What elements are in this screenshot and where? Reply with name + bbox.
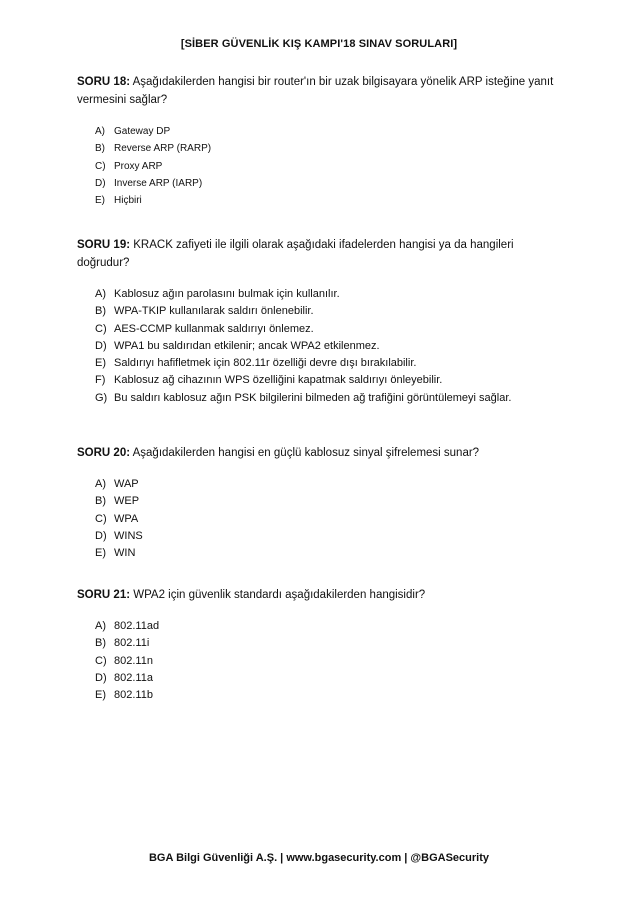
option-item	[77, 476, 567, 493]
question-label: SORU 21:	[77, 589, 131, 601]
option-item	[77, 670, 567, 687]
question-label: SORU 18:	[77, 76, 131, 88]
option-list	[77, 618, 567, 704]
option-letter: B)	[95, 305, 106, 318]
option-list	[77, 476, 567, 562]
question-text	[77, 444, 567, 462]
option-letter: D)	[95, 339, 107, 352]
option-letter: C)	[95, 322, 107, 335]
option-item	[77, 653, 567, 670]
option-letter: E)	[95, 689, 106, 702]
option-letter: C)	[95, 654, 107, 667]
option-item	[77, 192, 567, 209]
question-18	[77, 73, 567, 209]
option-letter: F)	[95, 374, 106, 387]
option-text: WEP	[114, 495, 140, 508]
option-letter: D)	[95, 671, 107, 684]
question-21	[77, 586, 567, 704]
option-letter: D)	[95, 177, 106, 189]
option-item	[77, 355, 567, 372]
option-letter: C)	[95, 160, 106, 172]
option-text: 802.11n	[114, 654, 153, 667]
question-20	[77, 444, 567, 562]
option-text: Hiçbiri	[114, 195, 142, 207]
option-letter: D)	[95, 529, 107, 542]
option-letter: A)	[95, 288, 106, 300]
option-item	[77, 635, 567, 652]
option-text: 802.11i	[114, 637, 150, 650]
option-text: Proxy ARP	[114, 160, 163, 172]
option-letter: A)	[95, 620, 106, 632]
option-text: Kablosuz ağın parolasını bulmak için kullanılır.	[114, 288, 340, 300]
option-text: Saldırıyı hafifletmek için 802.11r özelliği devre dışı bırakılabilir.	[114, 357, 417, 370]
option-text: Kablosuz ağ cihazının WPS özelliğini kapatmak saldırıyı önleyebilir.	[114, 374, 443, 387]
option-item	[77, 493, 567, 510]
question-label: SORU 19:	[77, 239, 131, 251]
question-text	[77, 586, 567, 604]
option-item	[77, 140, 567, 157]
question-label: SORU 20:	[77, 447, 131, 459]
option-letter: E)	[95, 357, 106, 370]
option-letter: G)	[95, 391, 108, 404]
option-text: WAP	[114, 478, 139, 490]
page-footer: BGA Bilgi Güvenliği A.Ş. | www.bgasecurity.com | @BGASecurity	[148, 852, 490, 864]
option-list	[77, 286, 567, 407]
question-body: KRACK zafiyeti ile ilgili olarak aşağıdaki ifadelerden hangisi ya da hangileri doğrudur?	[77, 239, 514, 269]
option-text: 802.11a	[114, 671, 153, 684]
option-item	[77, 303, 567, 320]
question-body: Aşağıdakilerden hangisi bir router'ın bir uzak bilgisayara yönelik ARP isteğine yanıt vermesini sağlar?	[77, 76, 554, 106]
option-letter: A)	[95, 478, 106, 490]
option-item	[77, 545, 567, 562]
option-letter: E)	[95, 547, 106, 560]
question-text	[77, 236, 567, 272]
option-letter: E)	[95, 195, 105, 207]
option-item	[77, 158, 567, 175]
option-item	[77, 511, 567, 528]
option-list	[77, 123, 567, 209]
option-item	[77, 618, 567, 635]
option-letter: A)	[95, 126, 105, 137]
option-letter: C)	[95, 512, 107, 525]
option-text: Bu saldırı kablosuz ağın PSK bilgilerini bilmeden ağ trafiğini görüntülemeyi sağlar.	[114, 391, 512, 404]
option-text: 802.11ad	[114, 620, 160, 632]
option-letter: B)	[95, 143, 105, 155]
option-item	[77, 390, 567, 407]
option-text: Gateway DP	[114, 126, 171, 137]
option-text: Inverse ARP (IARP)	[114, 177, 203, 189]
option-item	[77, 528, 567, 545]
option-text: WIN	[114, 547, 136, 560]
option-item	[77, 123, 567, 140]
option-text: AES-CCMP kullanmak saldırıyı önlemez.	[114, 322, 314, 335]
option-item	[77, 687, 567, 704]
option-text: WPA	[114, 512, 139, 525]
option-item	[77, 372, 567, 389]
option-text: 802.11b	[114, 689, 153, 702]
option-item	[77, 286, 567, 303]
question-body: WPA2 için güvenlik standardı aşağıdakilerden hangisidir?	[130, 589, 426, 601]
option-text: Reverse ARP (RARP)	[114, 143, 212, 155]
question-19	[77, 236, 567, 407]
option-letter: B)	[95, 495, 106, 508]
question-body: Aşağıdakilerden hangisi en güçlü kablosuz sinyal şifrelemesi sunar?	[130, 447, 480, 459]
option-item	[77, 321, 567, 338]
option-text: WINS	[114, 529, 143, 542]
option-item	[77, 338, 567, 355]
page-header: [SİBER GÜVENLİK KIŞ KAMPI'18 SINAV SORULARI]	[180, 38, 458, 50]
option-text: WPA-TKIP kullanılarak saldırı önlenebilir.	[114, 305, 314, 318]
option-letter: B)	[95, 637, 106, 650]
option-item	[77, 175, 567, 192]
question-text	[77, 73, 567, 109]
option-text: WPA1 bu saldırıdan etkilenir; ancak WPA2 etkilenmez.	[114, 339, 380, 352]
